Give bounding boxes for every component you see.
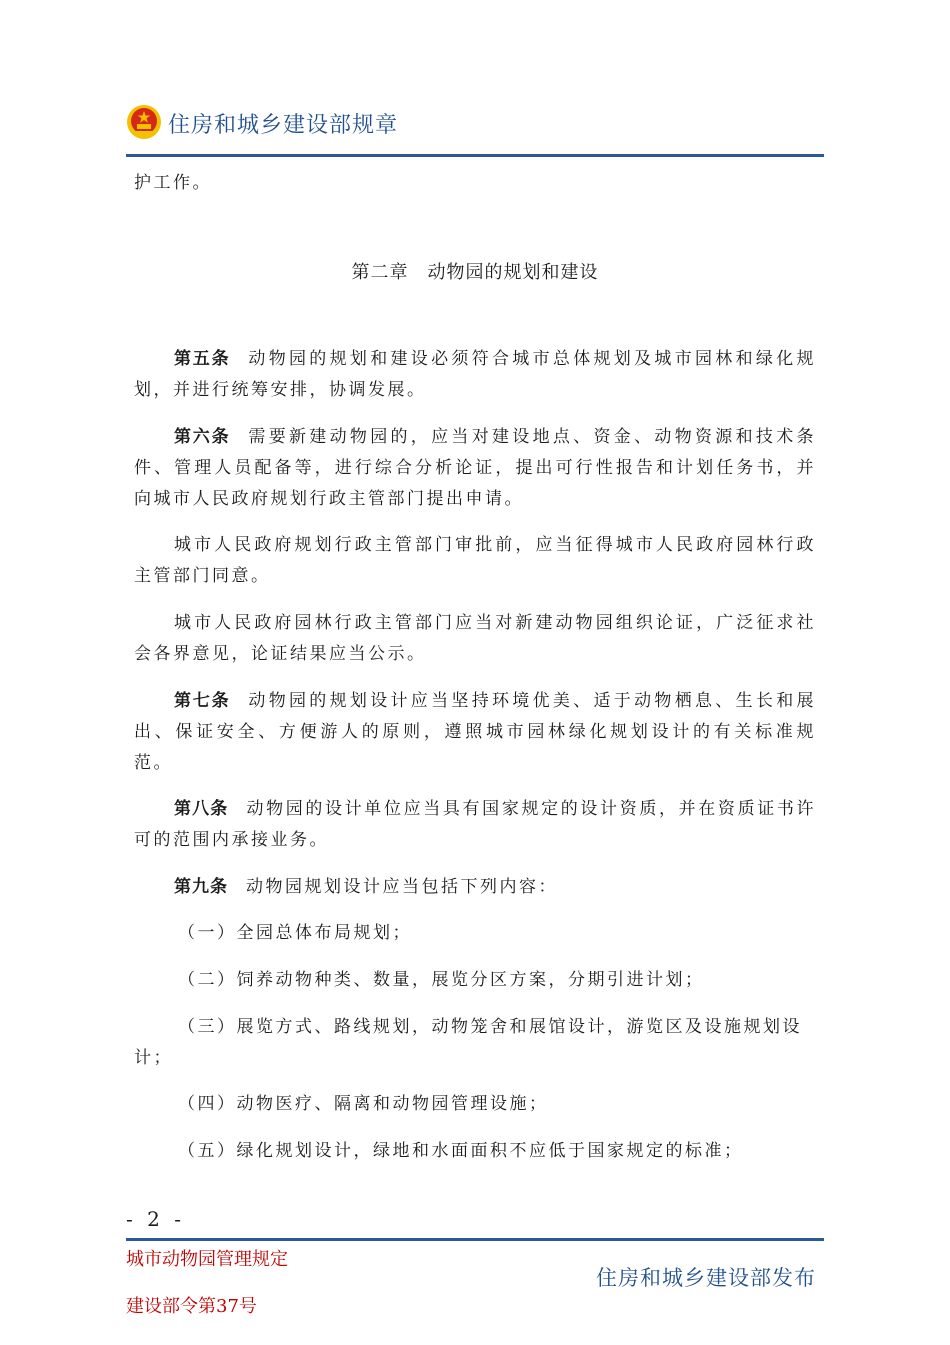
footer-divider — [126, 1238, 824, 1241]
footer-doc-number: 建设部令第37号 — [126, 1296, 257, 1317]
article-7 — [134, 686, 816, 779]
chapter-title: 第二章 动物园的规划和建设 — [351, 262, 599, 283]
article-label: 第六条 — [174, 427, 231, 447]
article-8 — [134, 794, 816, 856]
article-text: 需要新建动物园的，应当对建设地点、资金、动物资源和技术条件、管理人员配备等，进行综合分析论证，提出可行性报告和计划任务书，并向城市人民政府规划行政主管部门提出申请。 — [134, 427, 817, 509]
article-label: 第七条 — [174, 691, 231, 711]
article-text: 动物园的规划设计应当坚持环境优美、适于动物栖息、生长和展出、保证安全、方便游人的原则，遵照城市园林绿化规划设计的有关标准规范。 — [134, 691, 817, 773]
article-6-paragraph-2: 城市人民政府规划行政主管部门审批前，应当征得城市人民政府园林行政主管部门同意。 — [134, 535, 816, 586]
list-item: （四）动物医疗、隔离和动物园管理设施； — [178, 1094, 549, 1114]
article-6 — [134, 422, 816, 515]
page-header — [126, 100, 824, 158]
article-label: 第五条 — [174, 349, 231, 369]
article-6-paragraph-3: 城市人民政府园林行政主管部门应当对新建动物园组织论证，广泛征求社会各界意见，论证结果应当公示。 — [134, 613, 816, 664]
page-number: - 2 - — [126, 1207, 185, 1231]
article-text: 动物园的设计单位应当具有国家规定的设计资质，并在资质证书许可的范围内承接业务。 — [134, 799, 817, 850]
continuation-text: 护工作。 — [134, 173, 212, 193]
list-item: （一）全园总体布局规划； — [178, 923, 412, 943]
article-text: 动物园的规划和建设必须符合城市总体规划及城市园林和绿化规划，并进行统筹安排，协调发展。 — [134, 349, 817, 400]
header-title: 住房和城乡建设部规章 — [168, 113, 399, 138]
footer-doc-title: 城市动物园管理规定 — [126, 1249, 288, 1270]
list-item: （五）绿化规划设计，绿地和水面面积不应低于国家规定的标准； — [178, 1141, 744, 1161]
header-divider — [126, 154, 824, 157]
list-item: （三）展览方式、路线规划，动物笼舍和展馆设计，游览区及设施规划设计； — [134, 1017, 802, 1068]
article-label: 第九条 — [174, 877, 228, 897]
article-9 — [134, 872, 816, 903]
article-text: 动物园规划设计应当包括下列内容： — [246, 877, 558, 897]
national-emblem-icon — [126, 104, 162, 140]
article-5 — [134, 344, 816, 406]
footer-publisher: 住房和城乡建设部发布 — [596, 1266, 816, 1290]
article-label: 第八条 — [174, 799, 229, 819]
list-item: （二）饲养动物种类、数量，展览分区方案，分期引进计划； — [178, 970, 705, 990]
